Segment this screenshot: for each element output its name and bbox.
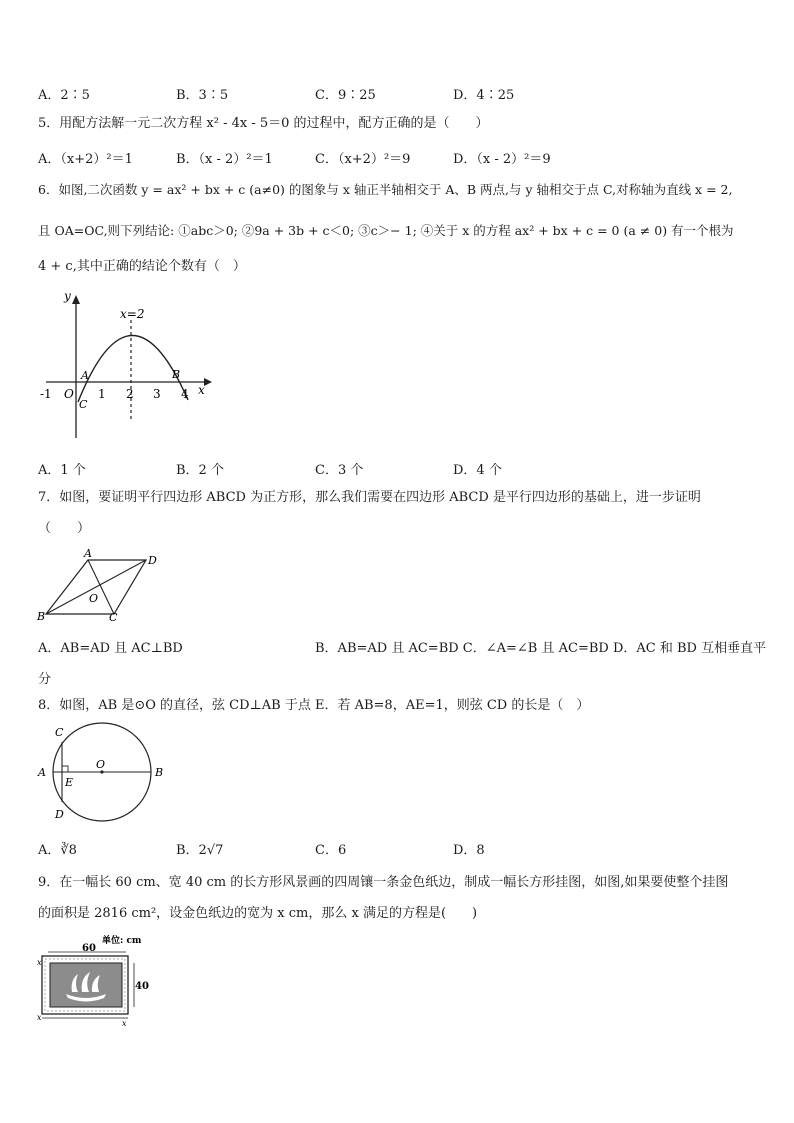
q7-option-bcd: B．AB=AD 且 AC=BD C．∠A=∠B 且 AC=BD D．AC 和 BD 互相垂直平	[315, 641, 767, 656]
q8-point-d-label: D	[55, 808, 64, 821]
q8-stem: 8．如图，AB 是⊙O 的直径，弦 CD⊥AB 于点 E．若 AB=8，AE=1，则弦 CD 的长是（ ）	[38, 698, 590, 713]
tick-neg1: -1	[40, 387, 52, 401]
q8-option-b: B．2√7	[176, 843, 224, 858]
diagonal-bd	[46, 560, 146, 614]
width-label: 60	[82, 943, 96, 954]
symmetry-label: x=2	[120, 307, 145, 321]
tick-3: 3	[153, 387, 161, 401]
q6-option-c: C．3 个	[315, 463, 364, 478]
tick-4: 4	[181, 387, 189, 401]
q4-option-c: C．9∶25	[315, 88, 376, 103]
border-label-bottom: x	[122, 1019, 127, 1028]
q8-option-c: C．6	[315, 843, 347, 858]
q5-option-a: A．（x+2）²＝1	[38, 152, 133, 167]
point-a-label: A	[81, 369, 89, 382]
q5-stem: 5．用配方法解一元二次方程 x² - 4x - 5＝0 的过程中，配方正确的是（ ）	[38, 116, 489, 131]
q6-option-b: B．2 个	[176, 463, 224, 478]
q9-stem-line2: 的面积是 2816 cm²，设金色纸边的宽为 x cm，那么 x 满足的方程是( )	[38, 906, 478, 921]
point-b-label: B	[172, 368, 181, 381]
q7-parallelogram-figure	[34, 546, 164, 624]
right-angle-mark	[62, 766, 68, 772]
q6-stem-line1: 6．如图,二次函数 y = ax² + bx + c (a≠0) 的图象与 x 轴正半轴相交于 A、B 两点,与 y 轴相交于点 C,对称轴为直线 x = 2,	[38, 182, 733, 197]
q7-point-a-label: A	[84, 547, 92, 560]
unit-label: 单位: cm	[102, 936, 142, 946]
q8-option-a: A．∛8	[38, 843, 77, 858]
y-axis-arrow-icon	[72, 295, 80, 304]
q4-option-b: B．3∶5	[176, 88, 229, 103]
q7-option-a: A．AB=AD 且 AC⊥BD	[38, 641, 183, 656]
y-axis-label: y	[64, 290, 71, 303]
q4-option-a: A．2∶5	[38, 88, 90, 103]
border-label-top: x	[37, 958, 42, 967]
q8-option-d: D．8	[453, 843, 485, 858]
q7-point-b-label: B	[37, 610, 46, 623]
q8-point-o-label: O	[96, 758, 106, 771]
height-label: 40	[135, 981, 149, 992]
q8-circle-figure	[34, 720, 174, 824]
q7-stem-line1: 7．如图，要证明平行四边形 ABCD 为正方形，那么我们需要在四边形 ABCD 是平行四边形的基础上，进一步证明	[38, 490, 701, 505]
q8-point-e-label: E	[65, 776, 74, 789]
q5-option-c: C．（x+2）²＝9	[315, 152, 411, 167]
tick-2: 2	[126, 387, 134, 401]
q6-option-d: D．4 个	[453, 463, 502, 478]
border-label-left: x	[37, 1013, 42, 1022]
q7-point-c-label: C	[109, 611, 118, 624]
q7-point-o-label: O	[89, 592, 99, 605]
q6-parabola-figure	[36, 290, 216, 445]
q5-option-b: B．（x - 2）²＝1	[176, 152, 273, 167]
q5-option-d: D．（x - 2）²＝9	[453, 152, 551, 167]
q4-option-d: D．4∶25	[453, 88, 515, 103]
tick-1: 1	[98, 387, 106, 401]
q6-stem-line3: 4 + c,其中正确的结论个数有（ ）	[38, 259, 246, 274]
q8-point-a-label: A	[38, 766, 46, 779]
q9-frame-figure	[34, 932, 154, 1028]
q6-stem-line2: 且 OA=OC,则下列结论: ①abc＞0; ②9a + 3b + c＜0; ③c＞− 1; ④关于 x 的方程 ax² + bx + c = 0 (a ≠ 0) 有一个根为	[38, 223, 734, 238]
x-axis-label: x	[198, 383, 205, 397]
q8-point-b-label: B	[155, 766, 164, 779]
q8-point-c-label: C	[55, 726, 64, 739]
q7-point-d-label: D	[148, 554, 157, 567]
diagonal-ac	[88, 560, 114, 614]
q7-stem-line2: （ ）	[38, 521, 91, 536]
point-o-label: O	[64, 387, 74, 401]
point-c-label: C	[79, 398, 88, 411]
q9-stem-line1: 9．在一幅长 60 cm、宽 40 cm 的长方形风景画的四周镶一条金色纸边，制成一幅长方形挂图，如图,如果要使整个挂图	[38, 875, 729, 890]
q6-option-a: A．1 个	[38, 463, 86, 478]
x-axis-arrow-icon	[204, 378, 212, 386]
q7-option-d-cont: 分	[38, 672, 52, 687]
